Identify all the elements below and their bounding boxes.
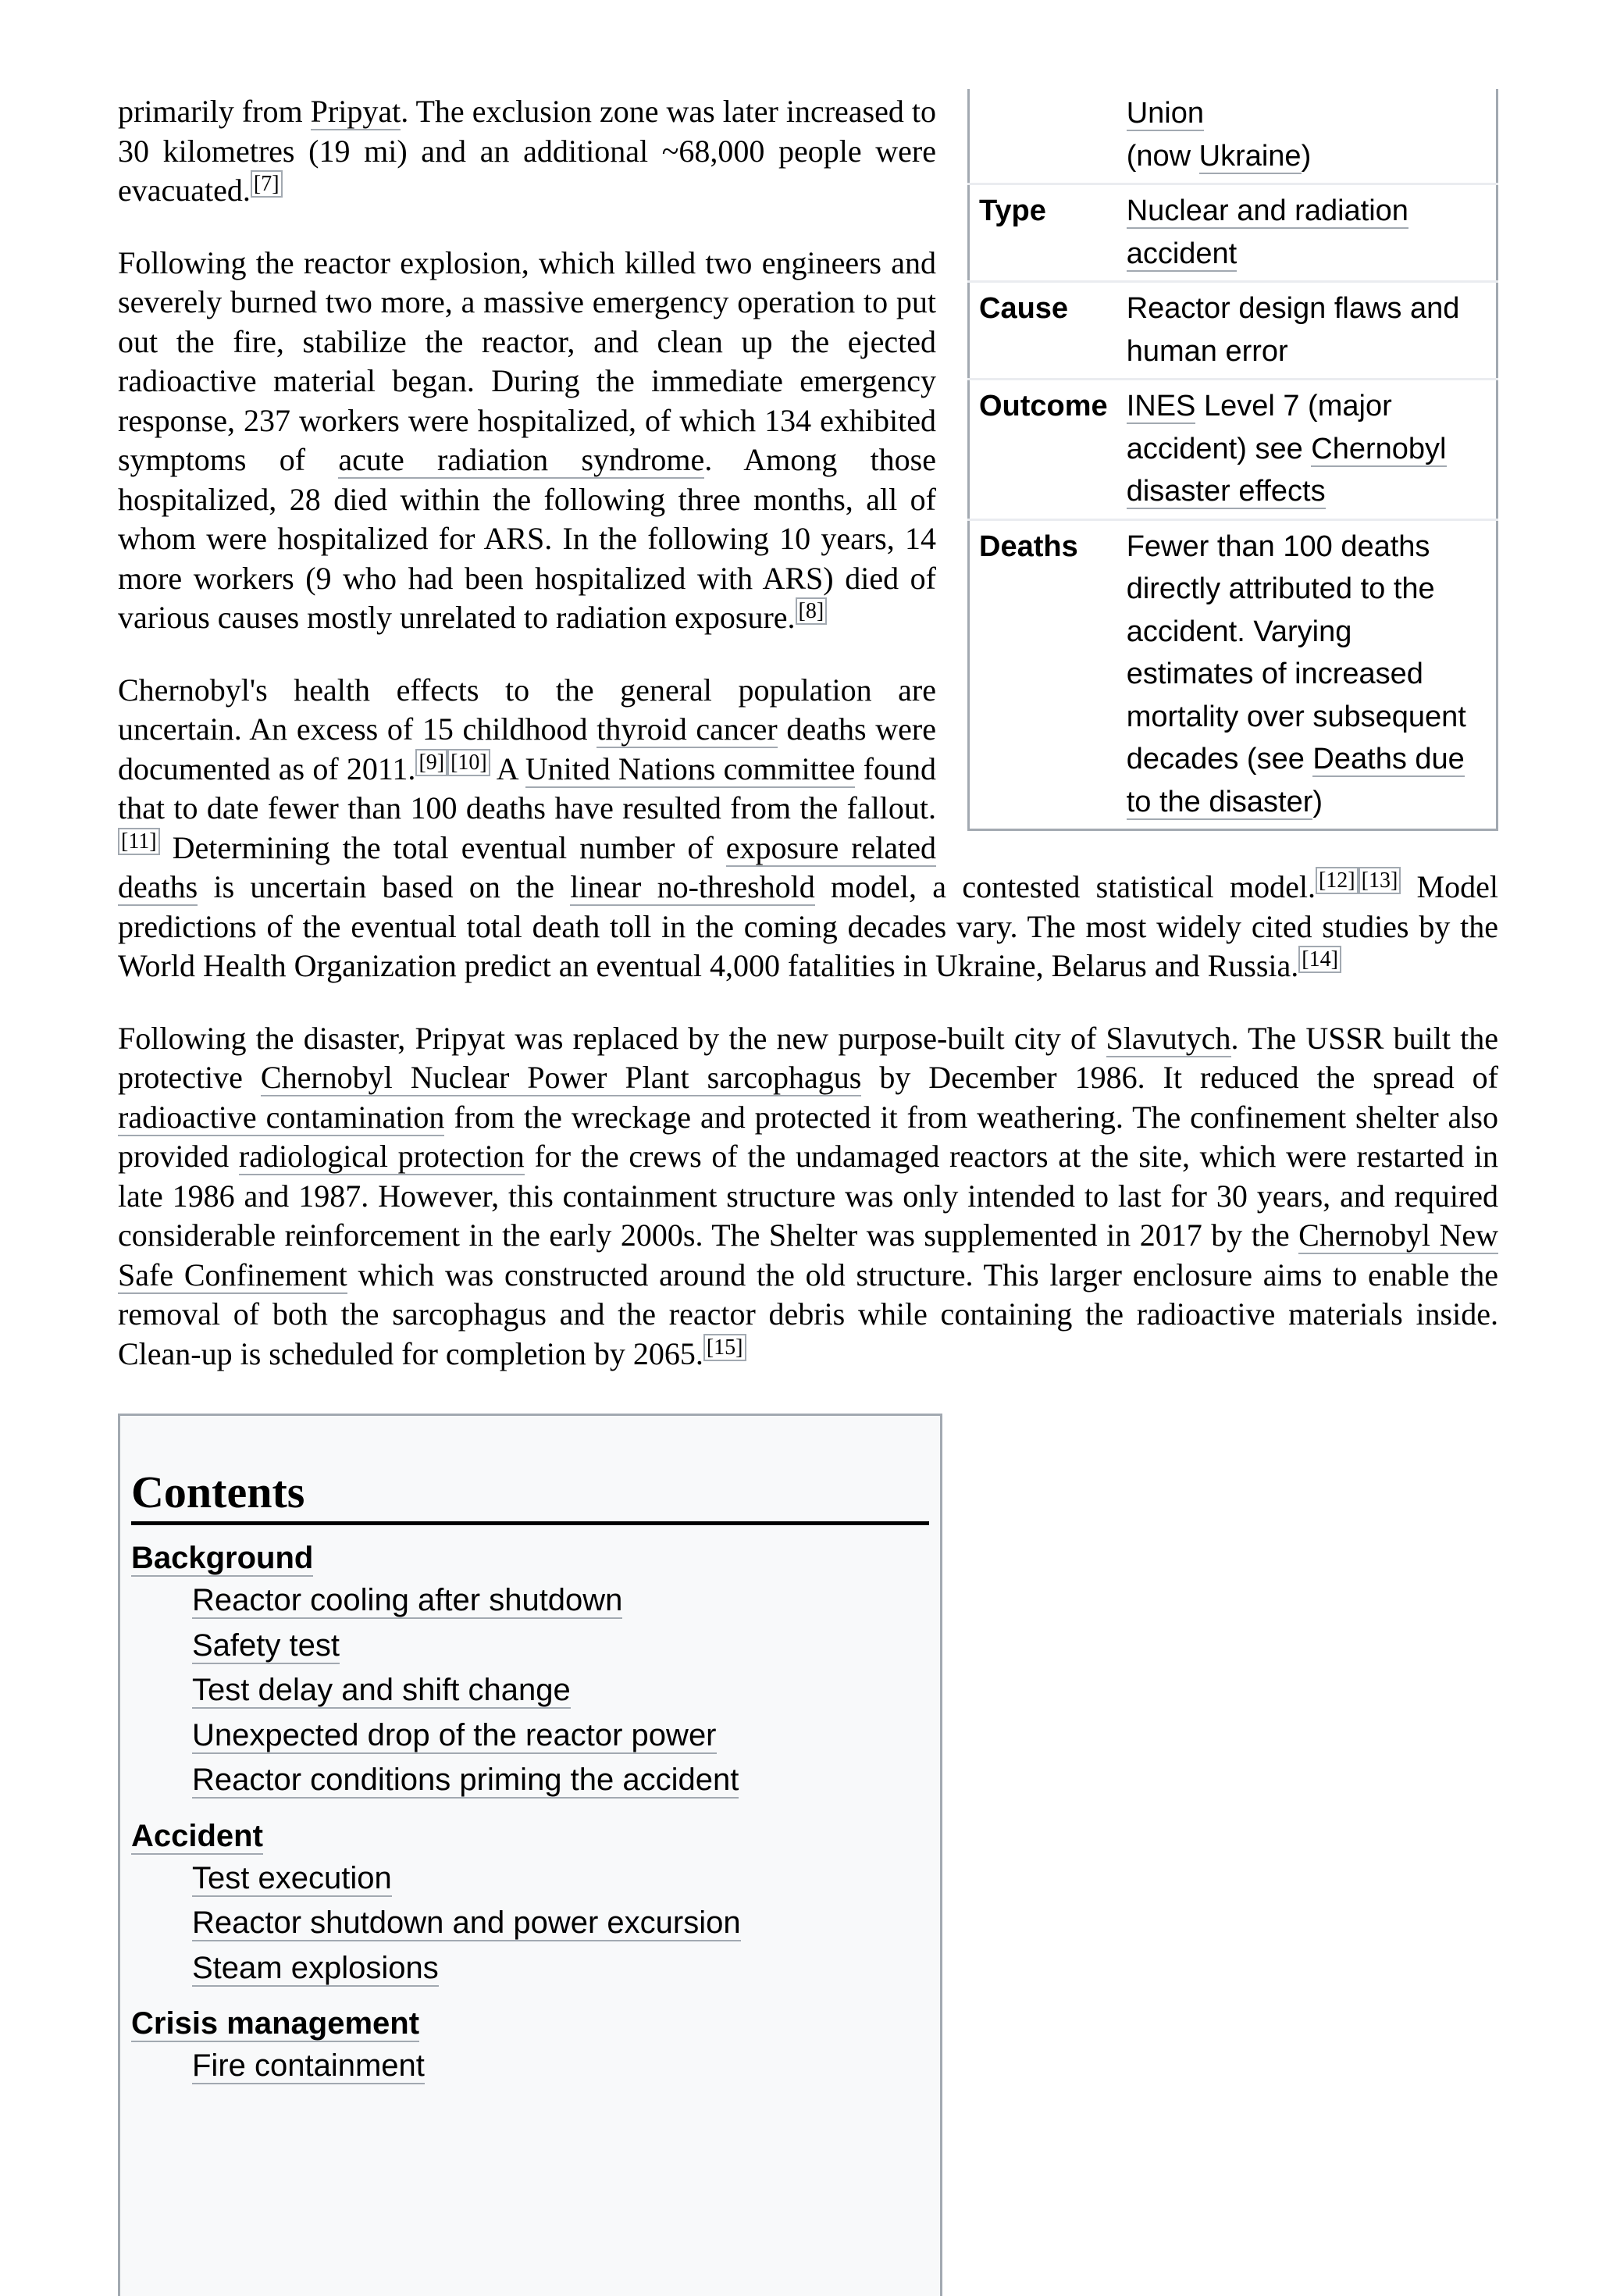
toc-item xyxy=(192,1713,929,1759)
link-pripyat[interactable]: Pripyat xyxy=(310,94,401,129)
table-of-contents xyxy=(118,1414,942,2296)
infobox-row xyxy=(969,89,1498,184)
toc-link[interactable]: Fire containment xyxy=(192,2048,425,2083)
link-slavutych[interactable]: Slavutych xyxy=(1106,1020,1231,1056)
infobox-text: Fewer than 100 deaths directly attributed to the accident. Varying estimates of increased mortality over subsequent decades (see xyxy=(1126,529,1466,775)
toc-link[interactable]: Test delay and shift change xyxy=(192,1673,571,1707)
toc-link[interactable]: Unexpected drop of the reactor power xyxy=(192,1717,717,1752)
infobox-row-type xyxy=(969,184,1498,282)
citation-link[interactable]: [10] xyxy=(447,749,490,776)
infobox-value-outcome xyxy=(1117,380,1498,520)
toc-link[interactable]: Reactor conditions priming the accident xyxy=(192,1763,739,1797)
infobox-text: ) xyxy=(1312,785,1323,818)
infobox-value xyxy=(1117,89,1498,184)
toc-item xyxy=(192,1758,929,1803)
link-linear-no-threshold[interactable]: linear no-threshold xyxy=(570,869,815,904)
infobox-value-deaths xyxy=(1117,519,1498,830)
toc-section-accident xyxy=(131,1816,929,1991)
toc-section-crisis-management xyxy=(131,2003,929,2089)
link-sarcophagus[interactable]: Chernobyl Nuclear Power Plant sarcophagus xyxy=(260,1060,862,1095)
toc-link[interactable]: Reactor cooling after shutdown xyxy=(192,1583,623,1617)
paragraph-aftermath: Following the disaster, Pripyat was replaced by the new purpose-built city of Slavutych. The USSR built the protective Chernobyl Nuclear Power Plant sarcophagus by December 1986. It reduced the spread of radioactive contamination from the wreckage and protected it from weathering. The confinement shelter also provided radiological protection for the crews of the undamaged reactors at the site, which were restarted in late 1986 and 1987. However, this containment structure was only intended to last for 30 years, and required considerable reinforcement in the early 2000s. The Shelter was supplemented in 2017 by the Chernobyl New Safe Confinement which was constructed around the old structure. This larger enclosure aims to enable the removal of both the sarcophagus and the reactor debris while containing the radioactive materials inside. Clean-up is scheduled for completion by 2065. [15] xyxy=(118,1020,1499,1371)
infobox-label xyxy=(969,89,1117,184)
link-acute-radiation-syndrome[interactable]: acute radiation syndrome xyxy=(338,442,705,477)
citation xyxy=(118,828,160,855)
toc-item xyxy=(192,1946,929,1991)
toc-item xyxy=(192,1901,929,1946)
link-radioactive-contamination[interactable]: radioactive contamination xyxy=(118,1099,445,1135)
infobox-label-type: Type xyxy=(969,184,1117,282)
toc-item xyxy=(192,2044,929,2089)
infobox-row-cause xyxy=(969,282,1498,380)
article-body xyxy=(118,92,1498,1406)
link-radiological-protection[interactable]: radiological protection xyxy=(238,1139,525,1174)
infobox-link-ukraine[interactable]: Ukraine xyxy=(1198,139,1302,173)
citation-link[interactable]: [13] xyxy=(1359,867,1401,894)
citation-link[interactable]: [11] xyxy=(118,828,160,855)
infobox-text: Level 7 (major accident) see xyxy=(1126,390,1392,465)
toc-link-background[interactable]: Background xyxy=(131,1541,314,1575)
toc-link[interactable]: Reactor shutdown and power excursion xyxy=(192,1906,741,1940)
toc-link-crisis-management[interactable]: Crisis management xyxy=(131,2006,420,2041)
toc-section-background xyxy=(131,1538,929,1803)
citation xyxy=(796,597,828,625)
paragraph-emergency: Following the reactor explosion, which killed two engineers and severely burned two more, a massive emergency operation to put out the fire, stabilize the reactor, and clean up the ejected radioactive material began. During the immediate emergency response, 237 workers were hospitalized, of which 134 exhibited symptoms of acute radiation syndrome. Among those hospitalized, 28 died within the following three months, all of whom were hospitalized for ARS. In the following 10 years, 14 more workers (9 who had been hospitalized with ARS) died of various causes mostly unrelated to radiation exposure. [8] xyxy=(118,244,937,635)
toc-link-accident[interactable]: Accident xyxy=(131,1818,263,1853)
toc-link[interactable]: Steam explosions xyxy=(192,1950,439,1985)
link-new-safe-confinement[interactable]: Chernobyl New Safe Confinement xyxy=(118,1218,1498,1292)
infobox-link-soviet-union[interactable]: Union xyxy=(1126,97,1204,130)
infobox-text: (now xyxy=(1126,139,1199,173)
citation xyxy=(1298,946,1341,973)
toc-item xyxy=(192,1668,929,1713)
infobox-link-nuclear-accident[interactable]: Nuclear and radiation accident xyxy=(1126,194,1408,270)
infobox-value-type xyxy=(1117,184,1498,282)
infobox-label-cause: Cause xyxy=(969,282,1117,380)
infobox-text: ) xyxy=(1301,139,1312,173)
infobox-row-deaths xyxy=(969,519,1498,830)
toc-item xyxy=(192,1624,929,1669)
toc-item xyxy=(192,1856,929,1902)
link-thyroid-cancer[interactable]: thyroid cancer xyxy=(597,711,778,747)
toc-link[interactable]: Test execution xyxy=(192,1860,392,1895)
citation xyxy=(251,170,283,198)
infobox-link-deaths[interactable]: Deaths due to the disaster xyxy=(1126,743,1465,818)
link-un-committee[interactable]: United Nations committee xyxy=(525,750,856,786)
toc-link[interactable]: Safety test xyxy=(192,1628,340,1663)
infobox xyxy=(967,89,1498,831)
paragraph-health-effects: Chernobyl's health effects to the general population are uncertain. An excess of 15 childhood thyroid cancer deaths were documented as of 2011. [9] [10] A United Nations committee found that to date fewer than 100 deaths have resulted from the fallout.[11] Determining the total eventual number of exposure related deaths is uncertain based on the linear no-threshold model, a contested statistical model. [12] [13] Model predictions of the eventual total death toll in the coming decades vary. The most widely cited studies by the World Health Organization predict an eventual 4,000 fatalities in Ukraine, Belarus and Russia. [14] xyxy=(118,672,1498,983)
infobox-label-outcome: Outcome xyxy=(969,380,1117,520)
toc-item xyxy=(192,1578,929,1624)
citation xyxy=(703,1334,746,1361)
citation-link[interactable]: [8] xyxy=(796,597,828,625)
citation-link[interactable]: [14] xyxy=(1298,946,1341,973)
infobox-label-deaths: Deaths xyxy=(969,519,1117,830)
infobox-value-cause: Reactor design flaws and human error xyxy=(1117,282,1498,380)
infobox-row-outcome xyxy=(969,380,1498,520)
paragraph-evacuation: primarily from Pripyat. The exclusion zone was later increased to 30 kilometres (19 mi) and an additional ~68,000 people were evacuated. [7] xyxy=(118,94,936,208)
citation-link[interactable]: [15] xyxy=(703,1334,746,1361)
citation-link[interactable]: [12] xyxy=(1316,867,1359,894)
citation-link[interactable]: [9] xyxy=(415,749,447,776)
infobox-link-ines[interactable]: INES xyxy=(1126,390,1196,422)
citation-link[interactable]: [7] xyxy=(251,170,283,198)
infobox-link-disaster-effects[interactable]: Chernobyl disaster effects xyxy=(1126,432,1447,508)
citation xyxy=(415,749,490,776)
link-exposure-related-deaths[interactable]: exposure related deaths xyxy=(118,829,937,904)
toc-title: Contents xyxy=(131,1467,929,1525)
citation xyxy=(1316,867,1401,894)
